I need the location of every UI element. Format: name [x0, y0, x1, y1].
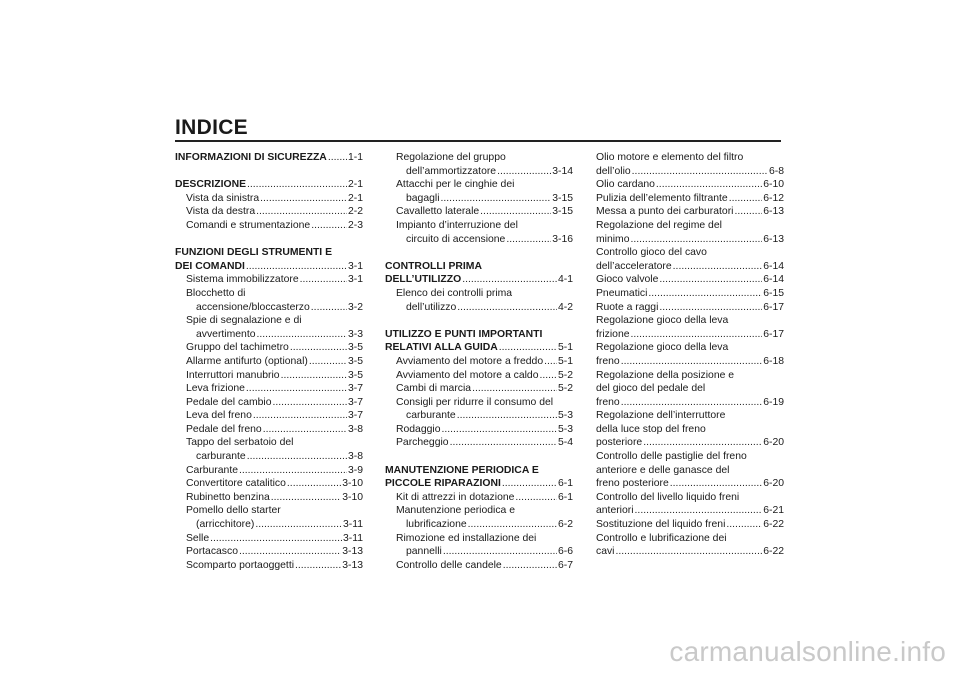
toc-entry-text: Olio cardano	[596, 179, 655, 191]
toc-page-number: 6-8	[768, 165, 784, 177]
toc-entry	[385, 559, 573, 573]
toc-page-number: 6-1	[557, 491, 573, 503]
toc-entry	[385, 504, 573, 531]
toc-entry	[175, 192, 363, 206]
dot-leader	[659, 301, 762, 315]
toc-entry	[596, 301, 784, 315]
toc-entry-text: Carburante	[186, 464, 238, 476]
dot-leader	[480, 205, 551, 219]
toc-entry	[175, 287, 363, 314]
toc-entry	[175, 464, 363, 478]
dot-leader	[247, 450, 347, 464]
toc-entry-text: DEI COMANDI	[175, 260, 245, 272]
toc-entry	[385, 396, 573, 423]
toc-entry-text: Avviamento del motore a caldo	[396, 369, 539, 381]
toc-entry	[385, 355, 573, 369]
toc-entry	[596, 178, 784, 192]
dot-leader	[506, 233, 551, 247]
dot-leader	[615, 545, 762, 559]
toc-entry-text: DELL’UTILIZZO	[385, 274, 462, 286]
toc-entry-text: carburante	[406, 410, 456, 422]
toc-entry-text: Spie di segnalazione e di	[186, 315, 302, 327]
toc-entry	[175, 369, 363, 383]
dot-leader	[468, 518, 557, 532]
toc-entry	[596, 369, 784, 410]
toc-page-number: 6-15	[763, 287, 784, 299]
dot-leader	[210, 532, 342, 546]
toc-page-number: 3-5	[347, 369, 363, 381]
toc-entry-text: avvertimento	[196, 328, 256, 340]
toc-page-number: 3-13	[342, 559, 363, 571]
dot-leader	[281, 369, 347, 383]
toc-page-number: 3-16	[552, 233, 573, 245]
toc-page-number: 6-20	[763, 478, 784, 490]
toc-entry-text: Pedale del cambio	[186, 396, 272, 408]
toc-entry-text: Regolazione gioco della leva	[596, 342, 729, 354]
toc-entry-text: Cambi di marcia	[396, 383, 472, 395]
toc-entry-text: INFORMAZIONI DI SICUREZZA	[175, 152, 327, 163]
toc-entry	[385, 423, 573, 437]
toc-entry	[175, 273, 363, 287]
toc-section	[175, 246, 363, 273]
toc-entry-text: freno posteriore	[596, 478, 669, 490]
toc-page-number: 3-11	[342, 519, 363, 531]
toc-entry	[596, 341, 784, 368]
toc-entry-text: accensione/bloccasterzo	[196, 301, 310, 313]
toc-entry-text: Gioco valvole	[596, 274, 659, 286]
dot-leader	[287, 477, 341, 491]
toc-entry-text: dell’ammortizzatore	[406, 165, 497, 177]
toc-page-number: 6-21	[763, 505, 784, 517]
dot-leader	[273, 396, 347, 410]
toc-page-number: 6-14	[763, 274, 784, 286]
toc-entry-text: Sostituzione del liquido freni	[596, 519, 726, 531]
toc-page-number: 3-8	[347, 451, 363, 463]
toc-page-number: 3-2	[347, 301, 363, 313]
dot-leader	[246, 382, 347, 396]
toc-entry-text: Parcheggio	[396, 437, 449, 449]
toc-section	[385, 464, 573, 491]
toc-entry	[385, 382, 573, 396]
dot-leader	[499, 341, 557, 355]
toc-entry-text: Controllo delle candele	[396, 559, 502, 571]
toc-entry-text: Leva frizione	[186, 383, 245, 395]
toc-entry-text: Controllo del livello liquido freni	[596, 491, 740, 503]
toc-entry-text: Leva del freno	[186, 410, 252, 422]
dot-leader	[441, 192, 552, 206]
dot-leader	[631, 233, 763, 247]
toc-entry-text: minimo	[596, 233, 630, 245]
toc-page-number: 6-1	[557, 478, 573, 490]
toc-page-number: 3-5	[347, 355, 363, 367]
dot-leader	[632, 165, 768, 179]
toc-page-number: 6-20	[763, 437, 784, 449]
toc-entry	[385, 151, 573, 178]
dot-leader	[515, 491, 557, 505]
dot-leader	[239, 545, 341, 559]
toc-entry-text: Controllo e lubrificazione dei	[596, 532, 727, 544]
dot-leader	[502, 477, 557, 491]
toc-entry-text: Messa a punto dei carburatori	[596, 206, 734, 218]
toc-entry-text: Vista da sinistra	[186, 192, 260, 204]
toc-entry-text: Pedale del freno	[186, 423, 262, 435]
toc-entry-text: della luce stop del freno	[596, 423, 706, 435]
toc-entry	[175, 436, 363, 463]
toc-page-number: 3-7	[347, 383, 363, 395]
toc-section	[385, 260, 573, 287]
toc-entry-text: Cavalletto laterale	[396, 206, 480, 218]
dot-leader	[631, 328, 763, 342]
dot-leader	[246, 260, 347, 274]
toc-page-number: 6-13	[763, 233, 784, 245]
toc-page-number: 3-14	[552, 165, 573, 177]
dot-leader	[328, 151, 347, 165]
dot-leader	[497, 165, 551, 179]
toc-page-number: 1-1	[347, 152, 363, 163]
toc-page-number: 6-2	[557, 519, 573, 531]
toc-page-number: 3-10	[342, 478, 363, 490]
toc-entry-text: carburante	[196, 451, 246, 463]
toc-entry-text: FUNZIONI DEGLI STRUMENTI E	[175, 247, 333, 259]
dot-leader	[503, 559, 557, 573]
toc-page-number: 6-17	[763, 301, 784, 313]
toc-section	[175, 151, 363, 165]
toc-page-number: 3-13	[342, 546, 363, 558]
toc-page-number: 3-15	[552, 192, 573, 204]
toc-entry-text: Rimozione ed installazione dei	[396, 532, 537, 544]
toc-section	[385, 328, 573, 355]
toc-page-number: 6-13	[763, 206, 784, 218]
toc-entry-text: Regolazione della posizione e	[596, 369, 735, 381]
toc-entry	[385, 532, 573, 559]
toc-page-number: 5-1	[557, 342, 573, 354]
toc-entry-text: Selle	[186, 532, 210, 544]
toc-entry	[175, 504, 363, 531]
toc-page-number: 3-7	[347, 396, 363, 408]
toc-entry	[596, 450, 784, 491]
toc-entry-text: dell’olio	[596, 165, 631, 177]
dot-leader	[239, 464, 347, 478]
toc-entry	[385, 287, 573, 314]
toc-entry	[175, 396, 363, 410]
toc-entry-text: Rodaggio	[396, 423, 441, 435]
title-rule	[175, 140, 781, 142]
toc-entry	[175, 341, 363, 355]
toc-entry	[175, 205, 363, 219]
toc-entry	[596, 273, 784, 287]
toc-entry	[175, 409, 363, 423]
toc-entry	[175, 532, 363, 546]
toc-entry-text: Pulizia dell’elemento filtrante	[596, 192, 728, 204]
toc-page-number: 3-15	[552, 206, 573, 218]
toc-page-number: 4-2	[557, 301, 573, 313]
toc-entry	[175, 382, 363, 396]
toc-page-number: 6-10	[763, 179, 784, 191]
toc-entry-text: Regolazione gioco della leva	[596, 315, 729, 327]
toc-page-number: 5-2	[557, 383, 573, 395]
toc-entry-text: Avviamento del motore a freddo	[396, 355, 544, 367]
dot-leader	[450, 436, 557, 450]
toc-entry-text: PICCOLE RIPARAZIONI	[385, 478, 501, 490]
toc-entry	[175, 545, 363, 559]
toc-entry	[596, 287, 784, 301]
toc-entry-text: pannelli	[406, 546, 442, 558]
dot-leader	[729, 192, 763, 206]
toc-entry	[175, 355, 363, 369]
toc-entry-text: dell’acceleratore	[596, 260, 672, 272]
toc-entry-text: Convertitore catalitico	[186, 478, 286, 490]
toc-entry-text: Allarme antifurto (optional)	[186, 355, 308, 367]
toc-entry-text: Consigli per ridurre il consumo del	[396, 396, 554, 408]
toc-entry-text: posteriore	[596, 437, 643, 449]
toc-page-number: 6-22	[763, 519, 784, 531]
toc-entry	[596, 246, 784, 273]
toc-entry-text: freno	[596, 396, 620, 408]
toc-entry	[596, 192, 784, 206]
toc-entry-text: Pneumatici	[596, 287, 648, 299]
toc-page-number: 3-1	[347, 274, 363, 286]
toc-entry-text: bagagli	[406, 192, 440, 204]
dot-leader	[247, 178, 347, 192]
dot-leader	[673, 260, 763, 274]
toc-entry-text: Rubinetto benzina	[186, 491, 270, 503]
dot-leader	[734, 205, 762, 219]
toc-entry-text: UTILIZZO E PUNTI IMPORTANTI	[385, 328, 543, 340]
toc-page-number: 6-7	[557, 559, 573, 571]
toc-entry-text: Portacasco	[186, 546, 238, 558]
toc-entry	[596, 219, 784, 246]
toc-entry-text: cavi	[596, 546, 615, 558]
toc-page-number: 6-19	[763, 396, 784, 408]
toc-entry-text: Blocchetto di	[186, 287, 246, 299]
toc-entry-text: Controllo gioco del cavo	[596, 247, 707, 259]
toc-entry-text: anteriore e delle ganasce del	[596, 464, 730, 476]
dot-leader	[457, 409, 557, 423]
toc-page-number: 5-3	[557, 423, 573, 435]
dot-leader	[300, 273, 347, 287]
dot-leader	[260, 192, 347, 206]
dot-leader	[295, 559, 341, 573]
toc-page-number: 3-5	[347, 342, 363, 354]
toc-entry-text: del gioco del pedale del	[596, 383, 706, 395]
dot-leader	[457, 301, 557, 315]
dot-leader	[256, 205, 347, 219]
toc-entry	[596, 518, 784, 532]
dot-leader	[443, 545, 557, 559]
dot-leader	[539, 369, 556, 383]
dot-leader	[311, 301, 347, 315]
toc-page-number: 5-2	[557, 369, 573, 381]
toc-entry	[385, 178, 573, 205]
toc-entry	[175, 219, 363, 233]
toc-entry-text: anteriori	[596, 505, 634, 517]
dot-leader	[544, 355, 557, 369]
toc-entry-text: Interruttori manubrio	[186, 369, 280, 381]
toc-entry	[596, 314, 784, 341]
toc-page-number: 3-11	[342, 532, 363, 544]
toc-entry-text: lubrificazione	[406, 519, 467, 531]
toc-page-number: 3-1	[347, 260, 363, 272]
toc-entry	[175, 423, 363, 437]
toc-entry-text: (arricchitore)	[196, 519, 255, 531]
toc-entry	[175, 314, 363, 341]
toc-entry-text: circuito di accensione	[406, 233, 506, 245]
toc-entry	[385, 219, 573, 246]
dot-leader	[670, 477, 762, 491]
dot-leader	[255, 518, 342, 532]
toc-entry-text: Impianto d’interruzione del	[396, 219, 518, 231]
dot-leader	[290, 341, 347, 355]
toc-page-number: 6-14	[763, 260, 784, 272]
toc-entry-text: DESCRIZIONE	[175, 179, 247, 191]
dot-leader	[271, 491, 341, 505]
toc-column-1	[175, 151, 363, 572]
toc-entry-text: Scomparto portaoggetti	[186, 559, 295, 571]
dot-leader	[311, 219, 347, 233]
toc-entry-text: Gruppo del tachimetro	[186, 342, 289, 354]
toc-page-number: 3-3	[347, 328, 363, 340]
toc-entry-text: Attacchi per le cinghie dei	[396, 179, 515, 191]
toc-entry-text: Regolazione dell’interruttore	[596, 410, 726, 422]
dot-leader	[442, 423, 557, 437]
dot-leader	[263, 423, 347, 437]
toc-entry	[596, 409, 784, 450]
toc-page-number: 3-9	[347, 464, 363, 476]
dot-leader	[635, 504, 763, 518]
toc-entry	[596, 532, 784, 559]
toc-entry	[385, 369, 573, 383]
toc-page-number: 2-1	[347, 179, 363, 191]
toc-entry-text: Vista da destra	[186, 206, 256, 218]
toc-entry-text: MANUTENZIONE PERIODICA E	[385, 464, 539, 476]
dot-leader	[726, 518, 762, 532]
toc-page-number: 4-1	[557, 274, 573, 286]
toc-entry-text: Olio motore e elemento del filtro	[596, 152, 744, 163]
dot-leader	[253, 409, 347, 423]
toc-entry	[175, 491, 363, 505]
toc-entry-text: Elenco dei controlli prima	[396, 287, 513, 299]
dot-leader	[648, 287, 762, 301]
toc-column-2	[385, 151, 573, 572]
toc-entry	[175, 477, 363, 491]
toc-entry-text: dell’utilizzo	[406, 301, 457, 313]
toc-entry-text: RELATIVI ALLA GUIDA	[385, 342, 498, 354]
toc-entry	[385, 436, 573, 450]
toc-entry	[596, 205, 784, 219]
toc-entry-text: Controllo delle pastiglie del freno	[596, 451, 747, 463]
toc-page-number: 5-1	[557, 355, 573, 367]
toc-entry-text: Tappo del serbatoio del	[186, 437, 294, 449]
toc-page-number: 6-12	[763, 192, 784, 204]
toc-entry	[596, 491, 784, 518]
toc-entry-text: CONTROLLI PRIMA	[385, 260, 482, 272]
toc-page-number: 2-2	[347, 206, 363, 218]
toc-entry-text: frizione	[596, 328, 630, 340]
dot-leader	[656, 178, 762, 192]
toc-entry	[385, 205, 573, 219]
page-title: INDICE	[175, 116, 248, 139]
toc-entry-text: Kit di attrezzi in dotazione	[396, 491, 515, 503]
dot-leader	[256, 328, 346, 342]
toc-entry	[385, 491, 573, 505]
toc-entry	[596, 151, 784, 178]
dot-leader	[462, 273, 557, 287]
toc-page-number: 2-3	[347, 219, 363, 231]
dot-leader	[643, 436, 762, 450]
toc-entry-text: Pomello dello starter	[186, 505, 281, 517]
toc-page-number: 5-4	[557, 437, 573, 449]
toc-section	[175, 178, 363, 192]
toc-page-number: 6-17	[763, 328, 784, 340]
toc-entry	[175, 559, 363, 573]
toc-page-number: 3-10	[342, 491, 363, 503]
toc-page-number: 6-22	[763, 546, 784, 558]
toc-page-number: 3-8	[347, 423, 363, 435]
toc-entry-text: Regolazione del gruppo	[396, 152, 506, 163]
toc-page-number: 3-7	[347, 410, 363, 422]
toc-column-3	[596, 151, 784, 559]
watermark: carmanualsonline.info	[669, 636, 946, 667]
toc-page-number: 2-1	[347, 192, 363, 204]
toc-entry-text: Regolazione del regime del	[596, 219, 722, 231]
toc-page-number: 5-3	[557, 410, 573, 422]
toc-entry-text: Sistema immobilizzatore	[186, 274, 299, 286]
toc-page-number: 6-6	[557, 546, 573, 558]
dot-leader	[472, 382, 557, 396]
toc-page-number: 6-18	[763, 355, 784, 367]
dot-leader	[621, 355, 763, 369]
toc-entry-text: freno	[596, 355, 620, 367]
toc-entry-text: Comandi e strumentazione	[186, 219, 311, 231]
toc-entry-text: Ruote a raggi	[596, 301, 659, 313]
toc-entry-text: Manutenzione periodica e	[396, 505, 515, 517]
dot-leader	[621, 396, 763, 410]
dot-leader	[659, 273, 762, 287]
dot-leader	[309, 355, 347, 369]
